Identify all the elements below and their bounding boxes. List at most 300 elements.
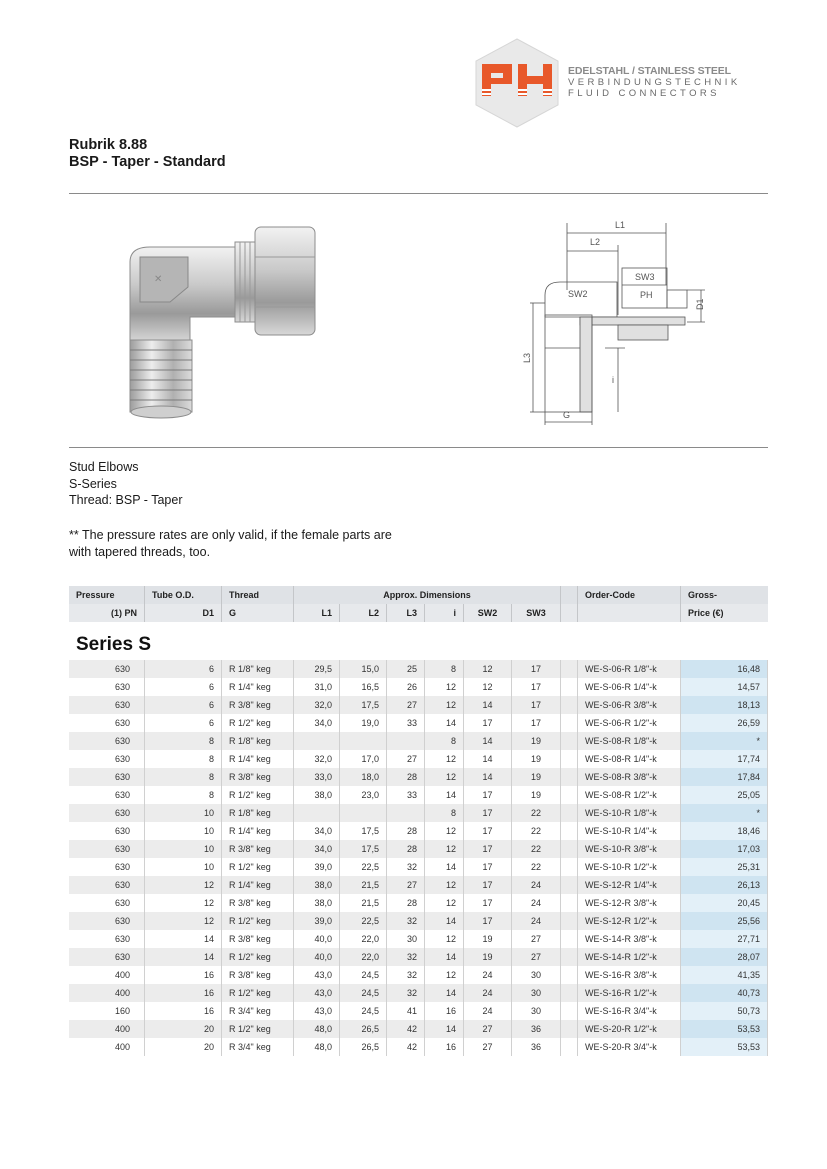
cell-l3: 27 — [387, 750, 425, 768]
cell-i: 12 — [425, 894, 464, 912]
table-header-row-1 — [69, 586, 768, 604]
table-row — [69, 750, 768, 768]
header-i: i — [425, 604, 464, 622]
cell-i: 14 — [425, 714, 464, 732]
header-order-code: Order-Code — [578, 586, 681, 604]
header-order-code-empty — [578, 604, 681, 622]
header-g: G — [222, 604, 294, 622]
cell-thread: R 1/4" keg — [222, 822, 294, 840]
cell-i: 14 — [425, 948, 464, 966]
cell-sw2: 19 — [464, 930, 512, 948]
cell-pn: 630 — [69, 750, 145, 768]
cell-l1: 34,0 — [294, 714, 340, 732]
table-row — [69, 732, 768, 750]
cell-l1: 38,0 — [294, 894, 340, 912]
cell-l3: 33 — [387, 714, 425, 732]
cell-price: 50,73 — [681, 1002, 768, 1020]
cell-sw3: 24 — [512, 876, 561, 894]
cell-sw3: 19 — [512, 786, 561, 804]
cell-order-code: WE-S-06-R 1/4"-k — [578, 678, 681, 696]
cell-pn: 630 — [69, 948, 145, 966]
cell-d1: 10 — [145, 858, 222, 876]
cell-order-code: WE-S-08-R 1/8"-k — [578, 732, 681, 750]
cell-d1: 12 — [145, 876, 222, 894]
cell-sw3: 19 — [512, 732, 561, 750]
cell-thread: R 1/2" keg — [222, 984, 294, 1002]
cell-d1: 10 — [145, 822, 222, 840]
cell-i: 12 — [425, 876, 464, 894]
table-body — [69, 660, 768, 1056]
cell-l3: 28 — [387, 822, 425, 840]
cell-thread: R 1/8" keg — [222, 804, 294, 822]
cell-price: * — [681, 804, 768, 822]
cell-pn: 630 — [69, 714, 145, 732]
rubrik-title: Rubrik 8.88 — [69, 137, 148, 153]
table-row — [69, 678, 768, 696]
cell-thread: R 1/2" keg — [222, 1020, 294, 1038]
cell-l1: 38,0 — [294, 876, 340, 894]
cell-sw3: 27 — [512, 948, 561, 966]
cell-sw2: 12 — [464, 678, 512, 696]
cell-d1: 10 — [145, 840, 222, 858]
cell-pn: 630 — [69, 912, 145, 930]
cell-l1: 31,0 — [294, 678, 340, 696]
cell-l1: 39,0 — [294, 858, 340, 876]
cell-l2: 18,0 — [340, 768, 387, 786]
cell-l2: 24,5 — [340, 984, 387, 1002]
cell-l1: 40,0 — [294, 948, 340, 966]
cell-i: 14 — [425, 858, 464, 876]
cell-d1: 16 — [145, 1002, 222, 1020]
cell-i: 12 — [425, 840, 464, 858]
svg-text:PH: PH — [640, 290, 653, 300]
cell-l1: 48,0 — [294, 1020, 340, 1038]
cell-sw2: 17 — [464, 714, 512, 732]
cell-spacer — [561, 840, 578, 858]
cell-l1: 29,5 — [294, 660, 340, 678]
cell-spacer — [561, 876, 578, 894]
cell-thread: R 3/8" keg — [222, 696, 294, 714]
cell-spacer — [561, 732, 578, 750]
header-d1: D1 — [145, 604, 222, 622]
cell-price: 27,71 — [681, 930, 768, 948]
cell-spacer — [561, 966, 578, 984]
table-row — [69, 930, 768, 948]
cell-l1: 32,0 — [294, 750, 340, 768]
header-sw2: SW2 — [464, 604, 512, 622]
product-thread: Thread: BSP - Taper — [69, 493, 183, 507]
logo-line-1: EDELSTAHL / STAINLESS STEEL — [568, 65, 731, 77]
cell-l2: 19,0 — [340, 714, 387, 732]
cell-l1: 43,0 — [294, 984, 340, 1002]
cell-sw3: 22 — [512, 804, 561, 822]
cell-l1: 43,0 — [294, 966, 340, 984]
cell-pn: 630 — [69, 696, 145, 714]
cell-thread: R 1/2" keg — [222, 912, 294, 930]
cell-d1: 6 — [145, 714, 222, 732]
cell-sw2: 17 — [464, 786, 512, 804]
cell-order-code: WE-S-06-R 1/8"-k — [578, 660, 681, 678]
cell-d1: 6 — [145, 678, 222, 696]
cell-spacer — [561, 1002, 578, 1020]
cell-pn: 630 — [69, 732, 145, 750]
table-row — [69, 1020, 768, 1038]
header-dimensions: Approx. Dimensions — [294, 586, 561, 604]
cell-order-code: WE-S-16-R 3/4"-k — [578, 1002, 681, 1020]
cell-price: 17,03 — [681, 840, 768, 858]
cell-l2: 26,5 — [340, 1020, 387, 1038]
cell-order-code: WE-S-12-R 3/8"-k — [578, 894, 681, 912]
cell-spacer — [561, 984, 578, 1002]
header-price: Price (€) — [688, 608, 724, 618]
cell-sw3: 22 — [512, 840, 561, 858]
cell-order-code: WE-S-12-R 1/2"-k — [578, 912, 681, 930]
cell-sw2: 14 — [464, 768, 512, 786]
cell-sw2: 24 — [464, 984, 512, 1002]
cell-sw3: 22 — [512, 822, 561, 840]
cell-spacer — [561, 1020, 578, 1038]
cell-d1: 12 — [145, 912, 222, 930]
cell-order-code: WE-S-08-R 1/2"-k — [578, 786, 681, 804]
cell-l2: 17,0 — [340, 750, 387, 768]
cell-l2: 22,5 — [340, 912, 387, 930]
cell-i: 16 — [425, 1002, 464, 1020]
cell-price: 41,35 — [681, 966, 768, 984]
cell-sw2: 27 — [464, 1038, 512, 1056]
cell-l2: 16,5 — [340, 678, 387, 696]
cell-l2: 24,5 — [340, 966, 387, 984]
svg-text:L3: L3 — [522, 352, 532, 363]
cell-pn: 630 — [69, 840, 145, 858]
svg-text:L2: L2 — [590, 237, 601, 247]
cell-thread: R 1/4" keg — [222, 750, 294, 768]
cell-sw3: 30 — [512, 984, 561, 1002]
cell-price: 28,07 — [681, 948, 768, 966]
cell-l3: 27 — [387, 696, 425, 714]
cell-price: 26,59 — [681, 714, 768, 732]
cell-pn: 630 — [69, 930, 145, 948]
cell-l3: 32 — [387, 984, 425, 1002]
cell-pn: 630 — [69, 768, 145, 786]
cell-spacer — [561, 804, 578, 822]
cell-l3: 30 — [387, 930, 425, 948]
cell-l2: 21,5 — [340, 894, 387, 912]
cell-sw3: 17 — [512, 660, 561, 678]
cell-sw2: 17 — [464, 912, 512, 930]
cell-d1: 20 — [145, 1038, 222, 1056]
cell-l3: 32 — [387, 966, 425, 984]
cell-l3: 42 — [387, 1038, 425, 1056]
cell-i: 12 — [425, 930, 464, 948]
cell-thread: R 1/2" keg — [222, 714, 294, 732]
cell-pn: 630 — [69, 894, 145, 912]
cell-order-code: WE-S-10-R 1/4"-k — [578, 822, 681, 840]
cell-pn: 160 — [69, 1002, 145, 1020]
cell-l2: 23,0 — [340, 786, 387, 804]
cell-l3 — [387, 732, 425, 750]
cell-thread: R 3/8" keg — [222, 930, 294, 948]
svg-text:L1: L1 — [615, 220, 626, 230]
table-row — [69, 696, 768, 714]
cell-spacer — [561, 894, 578, 912]
svg-text:D1: D1 — [695, 298, 705, 310]
cell-l2: 15,0 — [340, 660, 387, 678]
cell-l1: 33,0 — [294, 768, 340, 786]
cell-pn: 630 — [69, 786, 145, 804]
cell-thread: R 3/4" keg — [222, 1038, 294, 1056]
cell-l2: 24,5 — [340, 1002, 387, 1020]
cell-l1: 38,0 — [294, 786, 340, 804]
table-row — [69, 822, 768, 840]
cell-d1: 8 — [145, 732, 222, 750]
table-row — [69, 840, 768, 858]
cell-l3: 27 — [387, 876, 425, 894]
product-description — [69, 459, 183, 509]
cell-price: 16,48 — [681, 660, 768, 678]
cell-l2: 22,0 — [340, 930, 387, 948]
note-line-1: ** The pressure rates are only valid, if the female parts are — [69, 528, 392, 542]
cell-d1: 16 — [145, 984, 222, 1002]
cell-price: 25,31 — [681, 858, 768, 876]
cell-l2 — [340, 804, 387, 822]
page-title — [69, 137, 226, 171]
cell-sw2: 14 — [464, 732, 512, 750]
cell-thread: R 1/4" keg — [222, 678, 294, 696]
cell-l2: 17,5 — [340, 696, 387, 714]
header-l1: L1 — [294, 604, 340, 622]
logo-text — [568, 66, 741, 99]
cell-l3: 28 — [387, 894, 425, 912]
cell-sw2: 17 — [464, 858, 512, 876]
cell-spacer — [561, 1038, 578, 1056]
cell-spacer — [561, 678, 578, 696]
svg-text:i: i — [612, 375, 614, 385]
cell-sw2: 19 — [464, 948, 512, 966]
pressure-note — [69, 527, 449, 560]
cell-l1: 40,0 — [294, 930, 340, 948]
cell-i: 12 — [425, 696, 464, 714]
table-header-row-2 — [69, 604, 768, 622]
cell-thread: R 3/8" keg — [222, 840, 294, 858]
cell-l1 — [294, 804, 340, 822]
cell-d1: 6 — [145, 696, 222, 714]
header-l3: L3 — [387, 604, 425, 622]
product-series: S-Series — [69, 476, 117, 491]
cell-i: 12 — [425, 966, 464, 984]
cell-l1: 34,0 — [294, 840, 340, 858]
table-row — [69, 804, 768, 822]
cell-l3: 28 — [387, 840, 425, 858]
cell-sw3: 17 — [512, 678, 561, 696]
cell-l3: 26 — [387, 678, 425, 696]
cell-i: 8 — [425, 804, 464, 822]
cell-thread: R 1/2" keg — [222, 858, 294, 876]
cell-thread: R 3/8" keg — [222, 894, 294, 912]
cell-d1: 8 — [145, 786, 222, 804]
cell-sw3: 17 — [512, 714, 561, 732]
cell-spacer — [561, 750, 578, 768]
cell-d1: 20 — [145, 1020, 222, 1038]
cell-l3: 42 — [387, 1020, 425, 1038]
cell-spacer — [561, 786, 578, 804]
table-row — [69, 876, 768, 894]
cell-l2 — [340, 732, 387, 750]
cell-order-code: WE-S-10-R 1/2"-k — [578, 858, 681, 876]
cell-sw3: 24 — [512, 912, 561, 930]
cell-i: 12 — [425, 768, 464, 786]
cell-pn: 400 — [69, 966, 145, 984]
cell-sw2: 27 — [464, 1020, 512, 1038]
cell-i: 8 — [425, 660, 464, 678]
cell-d1: 12 — [145, 894, 222, 912]
cell-sw3: 17 — [512, 696, 561, 714]
note-line-2: with tapered threads, too. — [69, 544, 211, 559]
cell-price: 17,74 — [681, 750, 768, 768]
header-gross-price: Gross- — [688, 590, 718, 600]
cell-d1: 6 — [145, 660, 222, 678]
cell-price: 26,13 — [681, 876, 768, 894]
cell-l3: 32 — [387, 858, 425, 876]
cell-d1: 14 — [145, 930, 222, 948]
cell-order-code: WE-S-14-R 1/2"-k — [578, 948, 681, 966]
cell-l1: 48,0 — [294, 1038, 340, 1056]
logo-line-2: VERBINDUNGSTECHNIK — [568, 77, 741, 88]
header-l2: L2 — [340, 604, 387, 622]
table-row — [69, 660, 768, 678]
cell-sw2: 14 — [464, 750, 512, 768]
cell-sw2: 17 — [464, 840, 512, 858]
cell-order-code: WE-S-10-R 1/8"-k — [578, 804, 681, 822]
cell-i: 12 — [425, 678, 464, 696]
svg-text:G: G — [563, 410, 571, 420]
cell-sw2: 12 — [464, 660, 512, 678]
cell-sw3: 36 — [512, 1020, 561, 1038]
cell-price: 53,53 — [681, 1020, 768, 1038]
cell-l1 — [294, 732, 340, 750]
cell-sw3: 19 — [512, 750, 561, 768]
cell-spacer — [561, 858, 578, 876]
table-row — [69, 912, 768, 930]
cell-spacer — [561, 768, 578, 786]
cell-i: 14 — [425, 786, 464, 804]
cell-order-code: WE-S-20-R 3/4"-k — [578, 1038, 681, 1056]
series-title: Series S — [76, 634, 151, 655]
cell-sw2: 24 — [464, 1002, 512, 1020]
cell-l3: 32 — [387, 948, 425, 966]
cell-order-code: WE-S-16-R 1/2"-k — [578, 984, 681, 1002]
logo-line-3: FLUID CONNECTORS — [568, 88, 720, 99]
cell-i: 14 — [425, 984, 464, 1002]
cell-l2: 17,5 — [340, 840, 387, 858]
cell-pn: 630 — [69, 804, 145, 822]
cell-order-code: WE-S-08-R 1/4"-k — [578, 750, 681, 768]
cell-pn: 630 — [69, 876, 145, 894]
cell-order-code: WE-S-06-R 3/8"-k — [578, 696, 681, 714]
cell-l1: 34,0 — [294, 822, 340, 840]
product-type: Stud Elbows — [69, 460, 139, 474]
table-row — [69, 858, 768, 876]
cell-order-code: WE-S-20-R 1/2"-k — [578, 1020, 681, 1038]
cell-l3: 25 — [387, 660, 425, 678]
cell-pn: 630 — [69, 678, 145, 696]
cell-thread: R 1/8" keg — [222, 732, 294, 750]
cell-l3: 32 — [387, 912, 425, 930]
cell-thread: R 3/8" keg — [222, 966, 294, 984]
cell-l3: 28 — [387, 768, 425, 786]
cell-order-code: WE-S-08-R 3/8"-k — [578, 768, 681, 786]
cell-pn: 630 — [69, 822, 145, 840]
cell-i: 12 — [425, 750, 464, 768]
cell-sw3: 22 — [512, 858, 561, 876]
cell-thread: R 1/2" keg — [222, 786, 294, 804]
cell-spacer — [561, 714, 578, 732]
cell-spacer — [561, 660, 578, 678]
cell-sw2: 17 — [464, 894, 512, 912]
cell-d1: 10 — [145, 804, 222, 822]
cell-l2: 22,0 — [340, 948, 387, 966]
cell-l1: 43,0 — [294, 1002, 340, 1020]
cell-sw3: 24 — [512, 894, 561, 912]
cell-spacer — [561, 696, 578, 714]
ph-hexagon-logo-icon — [474, 38, 560, 128]
cell-pn: 630 — [69, 858, 145, 876]
table-row — [69, 966, 768, 984]
cell-l2: 21,5 — [340, 876, 387, 894]
cell-thread: R 1/8" keg — [222, 660, 294, 678]
cell-order-code: WE-S-14-R 3/8"-k — [578, 930, 681, 948]
company-logo — [474, 38, 774, 128]
cell-i: 14 — [425, 912, 464, 930]
cell-i: 14 — [425, 1020, 464, 1038]
cell-price: 25,05 — [681, 786, 768, 804]
cell-sw3: 36 — [512, 1038, 561, 1056]
cell-order-code: WE-S-16-R 3/8"-k — [578, 966, 681, 984]
cell-spacer — [561, 930, 578, 948]
cell-price: * — [681, 732, 768, 750]
cell-price: 18,46 — [681, 822, 768, 840]
product-table — [69, 586, 768, 1056]
cell-thread: R 3/8" keg — [222, 768, 294, 786]
cell-l2: 17,5 — [340, 822, 387, 840]
header-sw3: SW3 — [512, 604, 561, 622]
cell-spacer — [561, 948, 578, 966]
cell-spacer — [561, 912, 578, 930]
svg-text:SW2: SW2 — [568, 289, 588, 299]
header-tube-od: Tube O.D. — [145, 586, 222, 604]
svg-text:SW3: SW3 — [635, 272, 655, 282]
table-row — [69, 894, 768, 912]
cell-sw2: 17 — [464, 822, 512, 840]
cell-d1: 8 — [145, 750, 222, 768]
cell-thread: R 3/4" keg — [222, 1002, 294, 1020]
header-spacer — [561, 604, 578, 622]
table-row — [69, 948, 768, 966]
table-row — [69, 1002, 768, 1020]
cell-sw3: 30 — [512, 966, 561, 984]
product-subtitle: BSP - Taper - Standard — [69, 154, 226, 170]
cell-thread: R 1/4" keg — [222, 876, 294, 894]
cell-sw3: 30 — [512, 1002, 561, 1020]
divider-middle — [69, 447, 768, 448]
cell-price: 18,13 — [681, 696, 768, 714]
header-pressure: Pressure — [69, 586, 145, 604]
table-row — [69, 786, 768, 804]
cell-pn: 400 — [69, 1020, 145, 1038]
cell-sw3: 19 — [512, 768, 561, 786]
product-photo-elbow — [110, 222, 320, 422]
cell-price: 20,45 — [681, 894, 768, 912]
divider-top — [69, 193, 768, 194]
